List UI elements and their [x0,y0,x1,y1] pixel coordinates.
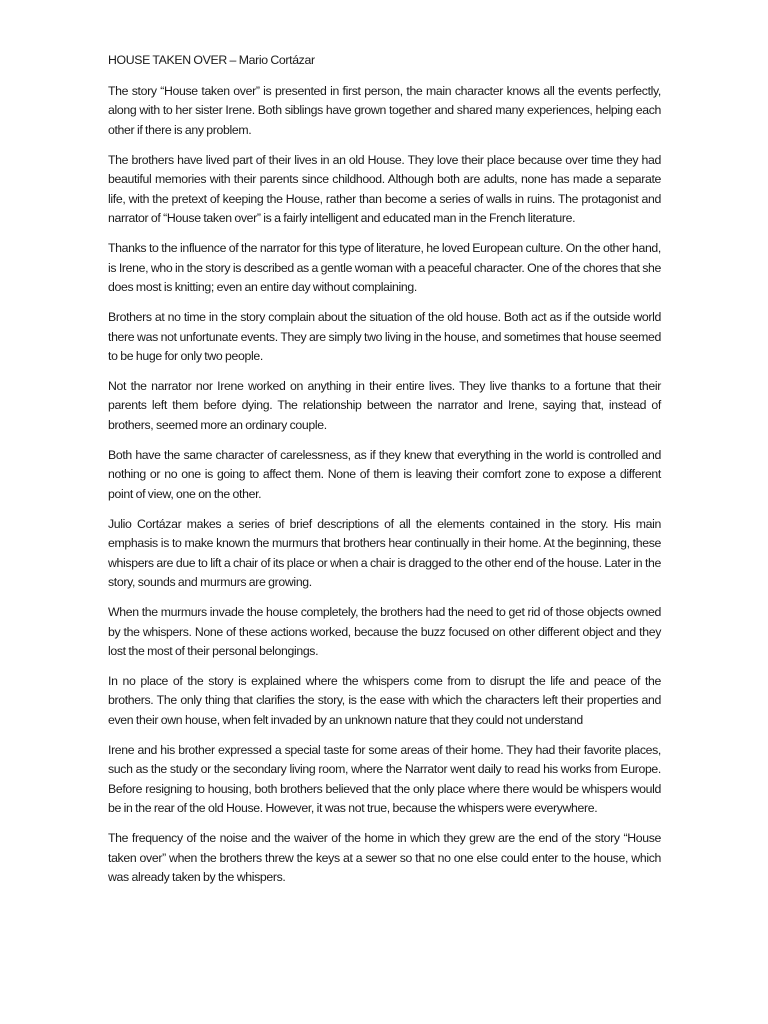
paragraph: In no place of the story is explained where the whispers come from to disrupt the life and peace of the brothers. The only thing that clarifies the story, is the ease with which the characters left their properties and even their own house, when felt invaded by an unknown nature that they could not understand [108,674,661,727]
paragraph: Not the narrator nor Irene worked on anything in their entire lives. They live thanks to a fortune that their parents left them before dying. The relationship between the narrator and Irene, saying that, instead of brothers, seemed more an ordinary couple. [108,379,661,432]
document-page [108,51,661,888]
paragraph: Thanks to the influence of the narrator for this type of literature, he loved European culture. On the other hand, is Irene, who in the story is described as a gentle woman with a peaceful character. One of the chores that she does most is knitting; even an entire day without complaining. [108,241,661,295]
paragraph: The frequency of the noise and the waiver of the home in which they grew are the end of the story “House taken over” when the brothers threw the keys at a sewer so that no one else could enter to the house, which was already taken by the whispers. [108,831,661,885]
paragraph: Julio Cortázar makes a series of brief descriptions of all the elements contained in the story. His main emphasis is to make known the murmurs that brothers hear continually in their home. At the beginning, these whispers are due to lift a chair of its place or when a chair is dragged to the other end of the house. Later in the story, sounds and murmurs are growing. [108,516,661,590]
paragraph: Brothers at no time in the story complain about the situation of the old house. Both act as if the outside world there was not unfortunate events. They are simply two living in the house, and sometimes that house seemed to be huge for only two people. [108,310,661,363]
paragraph: When the murmurs invade the house completely, the brothers had the need to get rid of those objects owned by the whispers. None of these actions worked, because the buzz focused on other different object and they lost the most of their personal belongings. [108,605,661,658]
document-title: HOUSE TAKEN OVER – Mario Cortázar [108,53,315,67]
paragraph: Irene and his brother expressed a special taste for some areas of their home. They had their favorite places, such as the study or the secondary living room, where the Narrator went daily to read his works from Europe. Before resigning to housing, both brothers believed that the only place where there would be whispers would be in the rear of the old House. However, it was not true, because the whispers were everywhere. [108,742,661,816]
paragraph: The story “House taken over” is presented in first person, the main character knows all the events perfectly, along with to her sister Irene. Both siblings have grown together and shared many experiences, helping each other if there is any problem. [108,84,661,137]
paragraph: Both have the same character of carelessness, as if they knew that everything in the world is controlled and nothing or no one is going to affect them. None of them is leaving their comfort zone to expose a different point of view, one on the other. [108,447,661,501]
paragraph: The brothers have lived part of their lives in an old House. They love their place because over time they had beautiful memories with their parents since childhood. Although both are adults, none has made a separate life, with the pretext of keeping the House, rather than become a series of walls in ruins. The protagonist and narrator of “House taken over” is a fairly intelligent and educated man in the French literature. [108,152,661,226]
